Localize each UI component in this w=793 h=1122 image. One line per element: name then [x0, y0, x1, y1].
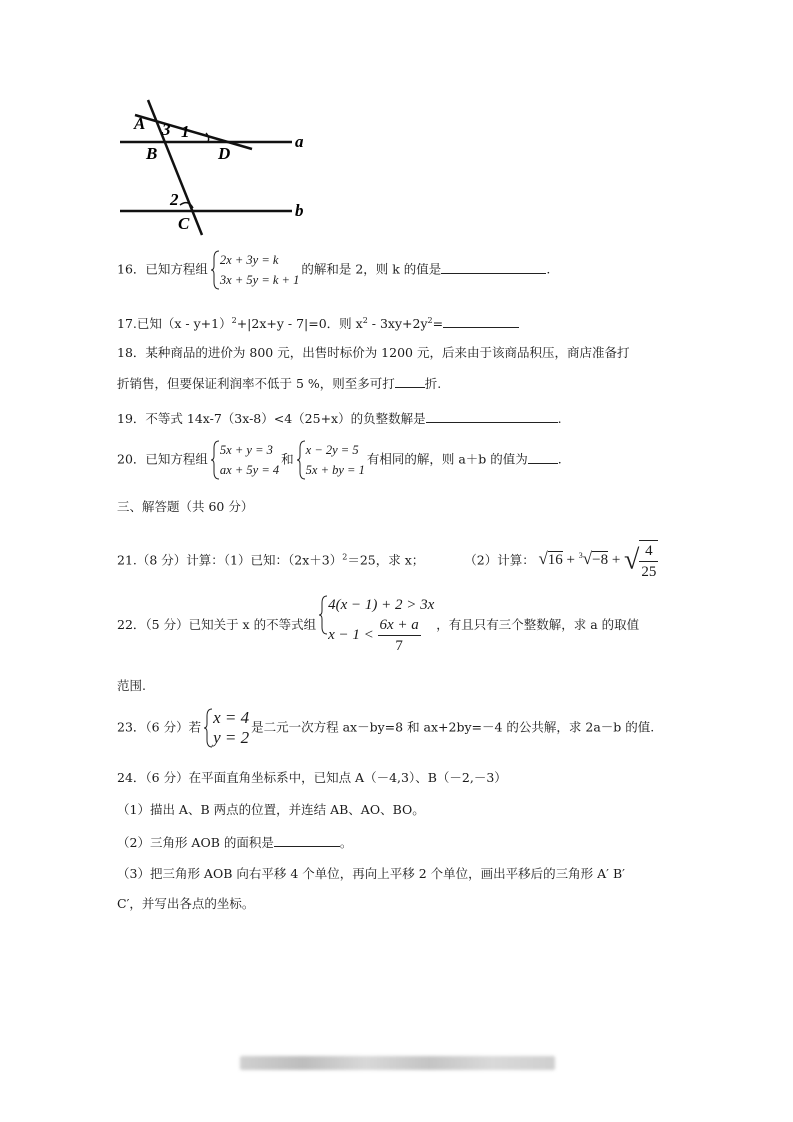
- q20-system2: [296, 440, 365, 480]
- q19-answer-blank[interactable]: [426, 408, 558, 423]
- angle-arc-1: [206, 133, 209, 142]
- q22-ineq2-den: 7: [395, 638, 403, 654]
- q17-sup1: 2: [231, 316, 237, 325]
- q22-suffix: ，有且只有三个整数解，求 a 的取值: [436, 617, 640, 632]
- q16-eq2: 3x + 5y = k + 1: [219, 273, 300, 287]
- q20-prefix: 20．已知方程组: [117, 451, 208, 467]
- q18-line2b: 折.: [424, 376, 442, 391]
- q17-text-b: +|2x+y - 7|=0．则 x: [236, 316, 363, 332]
- q21-frac-den: 25: [641, 564, 657, 580]
- q19-text: 19．不等式 14x-7（3x-8）<4（25+x）的负整数解是: [117, 411, 426, 426]
- label-a: a: [295, 132, 304, 151]
- label-b: b: [295, 201, 304, 220]
- q24-answer-blank[interactable]: [274, 832, 340, 847]
- q22-system: [318, 595, 434, 656]
- q20-s1eq1: 5x + y = 3: [219, 443, 273, 457]
- label-A: A: [134, 114, 146, 133]
- question-22: [117, 595, 639, 656]
- q20-end: .: [557, 451, 562, 467]
- question-18-line1: 18．某种商品的进价为 800 元，出售时标价为 1200 元，后来由于该商品积压，商店准备打: [117, 345, 630, 360]
- q20-and: 和: [281, 451, 294, 467]
- q19-end: .: [557, 411, 562, 426]
- question-24-part3-line1: （3）把三角形 AOB 向右平移 4 个单位，再向上平移 2 个单位，画出平移后的三角形 A′ B′: [117, 866, 625, 881]
- question-24-part1: （1）描出 A、B 两点的位置，并连结 AB、AO、BO。: [117, 802, 425, 817]
- q21-expression: √16 + $^3$√−8 + √ $\frac{4}{25}$: [535, 552, 659, 568]
- q20-answer-blank[interactable]: [528, 449, 558, 464]
- q17-text-a: 17.已知（x - y+1）: [117, 316, 232, 332]
- parallel-lines-figure: [110, 95, 325, 240]
- question-18-line2: [117, 373, 441, 394]
- q16-prefix: 16．已知方程组: [117, 261, 208, 277]
- q21-plus1: +: [566, 552, 576, 569]
- question-23: [117, 708, 654, 748]
- q16-end: .: [546, 261, 551, 277]
- q21-cube-index: 3: [578, 551, 583, 561]
- question-16: [117, 250, 550, 290]
- q20-s2eq1: x − 2y = 5: [305, 443, 359, 457]
- label-n3: 3: [162, 120, 171, 139]
- q16-answer-blank[interactable]: [441, 259, 546, 274]
- question-22-line2: 范围.: [117, 678, 146, 693]
- q22-ineq2-left: x − 1 <: [328, 626, 374, 643]
- q20-mid: 有相同的解，则 a＋b 的值为: [366, 451, 528, 467]
- q22-ineq2-num: 6x + a: [378, 615, 421, 636]
- q23-prefix: 23．（6 分）若: [117, 719, 202, 735]
- label-n2: 2: [170, 190, 179, 209]
- q23-suffix: 是二元一次方程 ax－by=8 和 ax+2by=－4 的公共解，求 2a－b 的值.: [251, 719, 655, 735]
- question-19: [117, 408, 562, 429]
- q16-system: [210, 250, 299, 290]
- q21-text: 21.（8 分）计算：（1）已知：（2x＋3）: [117, 552, 343, 568]
- q23-eq2: y = 2: [213, 728, 250, 747]
- question-17: [117, 311, 519, 334]
- q17-sup3: 2: [427, 316, 433, 325]
- q21-part2: （2）计算：: [464, 552, 535, 568]
- q18-answer-blank[interactable]: [395, 373, 425, 388]
- q20-s2eq2: 5x + by = 1: [305, 463, 365, 477]
- q17-sup2: 2: [362, 316, 368, 325]
- blurred-footer: [240, 1056, 555, 1070]
- q24-p2b: 。: [339, 835, 353, 850]
- q17-answer-blank[interactable]: [443, 313, 519, 328]
- label-D: D: [218, 144, 231, 163]
- q17-text-c: - 3xy+2y: [367, 316, 428, 332]
- q21-text2: ＝25，求 x；: [347, 552, 425, 568]
- q21-frac-num: 4: [639, 541, 658, 562]
- question-21: [117, 540, 658, 582]
- q16-mid: 的解和是 2，则 k 的值是: [301, 261, 442, 277]
- q20-s1eq2: ax + 5y = 4: [219, 463, 280, 477]
- q24-p2a: （2）三角形 AOB 的面积是: [117, 835, 274, 850]
- q22-ineq1: 4(x − 1) + 2 > 3x: [328, 597, 435, 613]
- q18-line2a: 折销售，但要保证利润率不低于 5 %，则至多可打: [117, 376, 395, 391]
- question-24-title: 24．（6 分）在平面直角坐标系中，已知点 A（－4,3）、B（－2,－3）: [117, 770, 507, 785]
- label-C: C: [178, 214, 190, 233]
- question-20: [117, 440, 562, 480]
- question-24-part2: [117, 832, 352, 853]
- q21-rad2: −8: [592, 552, 609, 569]
- q21-rad1: 16: [547, 552, 563, 569]
- q20-system1: [210, 440, 279, 480]
- q21-plus2: +: [611, 552, 621, 569]
- q17-text-d: =: [432, 316, 444, 332]
- question-24-part3-line2: C′，并写出各点的坐标。: [117, 896, 255, 911]
- q16-eq1: 2x + 3y = k: [219, 253, 279, 267]
- label-n1: 1: [181, 122, 190, 141]
- section-3-title: 三、解答题（共 60 分）: [117, 499, 254, 514]
- q23-system: [203, 708, 249, 748]
- q21-sup: 2: [342, 552, 348, 562]
- q23-eq1: x = 4: [213, 708, 250, 727]
- q22-prefix: 22．（5 分）已知关于 x 的不等式组: [117, 617, 317, 632]
- label-B: B: [146, 144, 158, 163]
